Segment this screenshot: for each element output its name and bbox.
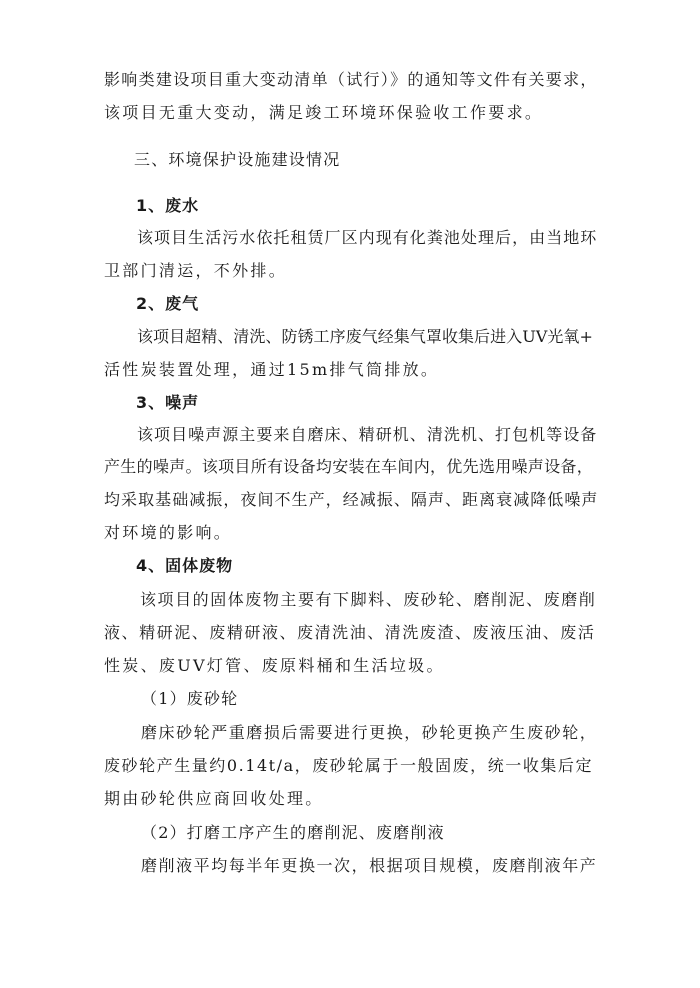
sub1-line-3: 期由砂轮供应商回收处理。 <box>104 789 324 808</box>
solid-waste-heading: 4、固体废物 <box>136 556 234 575</box>
sub2-title: （2）打磨工序产生的磨削泥、废磨削液 <box>141 823 445 842</box>
wastewater-heading: 1、废水 <box>136 196 200 215</box>
noise-line-4: 对环境的影响。 <box>104 523 233 542</box>
noise-line-1: 该项目噪声源主要来自磨床、精研机、清洗机、打包机等设备 <box>137 425 598 444</box>
exhaust-line-2: 活性炭装置处理，通过15m排气筒排放。 <box>104 360 440 379</box>
solid-waste-line-1: 该项目的固体废物主要有下脚料、废砂轮、磨削泥、废磨削 <box>140 590 597 609</box>
sub1-line-2: 废砂轮产生量约0.14t/a，废砂轮属于一般固废，统一收集后定 <box>104 756 594 775</box>
sub1-title: （1）废砂轮 <box>141 689 239 708</box>
solid-waste-line-3: 性炭、废UV灯管、废原料桶和生活垃圾。 <box>104 656 445 675</box>
solid-waste-line-2: 液、精研泥、废精研液、废清洗油、清洗废渣、废液压油、废活 <box>104 623 596 642</box>
exhaust-line-1: 该项目超精、清洗、防锈工序废气经集气罩收集后进入UV光氧+ <box>137 327 593 346</box>
noise-heading: 3、噪声 <box>136 393 200 412</box>
section-title: 三、环境保护设施建设情况 <box>134 150 341 169</box>
intro-line-2: 该项目无重大变动，满足竣工环境环保验收工作要求。 <box>104 103 544 122</box>
noise-line-2: 产生的噪声。该项目所有设备均安装在车间内，优先选用噪声设备， <box>104 457 594 476</box>
sub1-line-1: 磨床砂轮严重磨损后需要进行更换，砂轮更换产生废砂轮， <box>141 723 598 742</box>
wastewater-line-1: 该项目生活污水依托租赁厂区内现有化粪池处理后，由当地环 <box>137 228 598 247</box>
sub2-line-1: 磨削液平均每半年更换一次，根据项目规模，废磨削液年产 <box>141 856 598 875</box>
wastewater-line-2: 卫部门清运，不外排。 <box>104 261 288 280</box>
intro-line-1: 影响类建设项目重大变动清单（试行）》的通知等文件有关要求， <box>104 70 598 89</box>
noise-line-3: 均采取基础减振，夜间不生产，经减振、隔声、距离衰减降低噪声 <box>104 490 599 509</box>
exhaust-heading: 2、废气 <box>136 294 200 313</box>
